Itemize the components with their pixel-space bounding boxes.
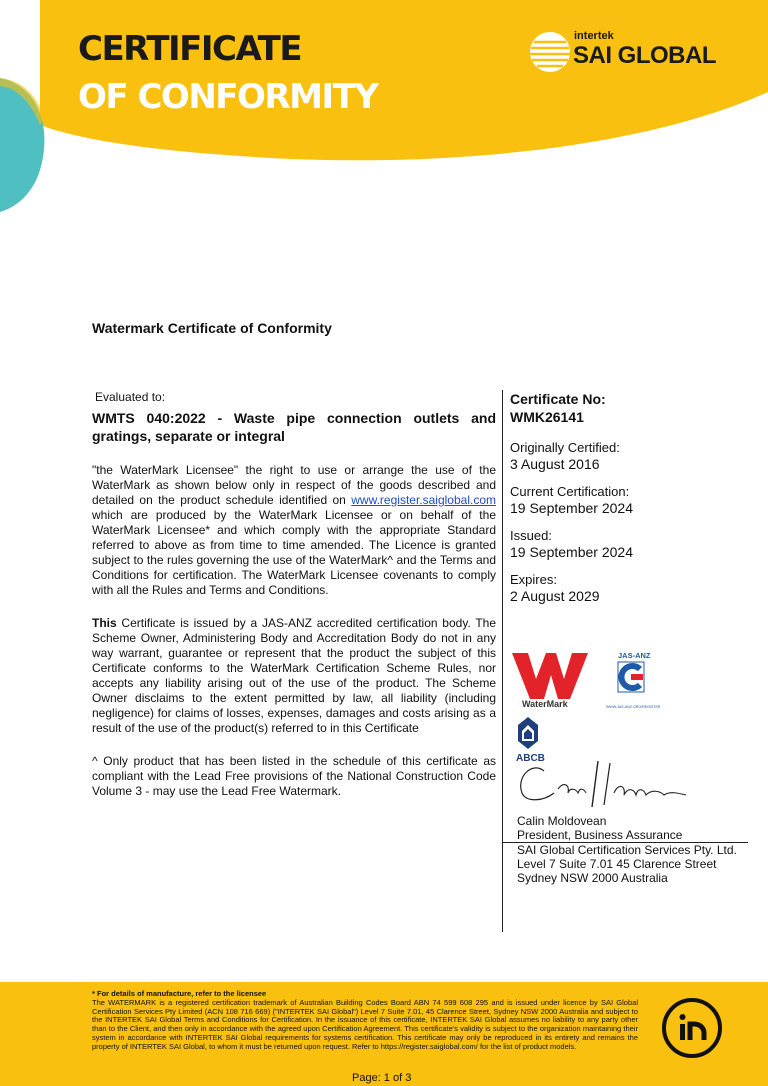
disclaimer-text: Certificate is issued by a JAS-ANZ accredited certification body. The Scheme Owner, Administering Body and Accreditation Body do not in any way warrant, guarantee or represent that the product the subject of this Certificate conforms to the WaterMark Certification Scheme Rules, nor accepts any liability arising out of the use of the product. The Scheme Owner disclaims to the extent permitted by law, all liability (including negligence) for claims of losses, expenses, damages and costs arising as a result of the use of the product(s) referred to in this Certificate (92, 616, 496, 735)
evaluated-label: Evaluated to: (95, 390, 166, 404)
jas-anz-register-url: WWW.JAS-ANZ.ORG/REGISTER (606, 705, 661, 709)
company-block (517, 843, 737, 885)
footer (0, 982, 768, 1086)
issued-date: 19 September 2024 (510, 544, 633, 560)
page-number: Page: 1 of 3 (352, 1072, 412, 1084)
company-address-line2: Sydney NSW 2000 Australia (517, 871, 668, 885)
licence-text-start: "the WaterMark Licensee" the right to use or arrange the use of the WaterMark as shown below only in respect of the goods described and detailed on the product schedule identified on (92, 463, 496, 507)
abcb-logo-text: ABCB (516, 753, 545, 764)
issued-label: Issued: (510, 528, 552, 543)
originally-certified-date: 3 August 2016 (510, 456, 600, 472)
lead-free-note: ^ Only product that has been listed in the schedule of this certificate as compliant with the Lead Free provisions of the National Construction Code Volume 3 - may use the Lead Free Watermark. (92, 754, 496, 798)
sai-globe-icon (528, 30, 572, 74)
register-link[interactable]: www.register.saiglobal.com (351, 493, 496, 507)
jas-anz-logo (606, 651, 661, 709)
watermark-logo-text: WaterMark (522, 699, 568, 709)
certificate-body (92, 390, 496, 799)
certificate-title-line1: CERTIFICATE (78, 29, 302, 69)
current-certification-label: Current Certification: (510, 484, 630, 499)
signer-block (517, 814, 682, 842)
certificate-number: WMK26141 (510, 409, 584, 425)
footer-note-body: The WATERMARK is a registered certification trademark of Australian Building Codes Board ABN 74 599 608 295 and is issued under licence by SAI Global Certification Services Pty Limited (ACN 108 716 669) ("INTERTEK SAI Global") Level 7 Suite 7.01, 45 Clarence Street, Sydney NSW 2000 Australia and subject to the INTERTEK SAI Global Terms and Conditions for Certification. In the issuance of this certificate, INTERTEK SAI Global assumes no liability to any party other than to the Client, and then only in accordance with the agreed upon Certification Agreement. This certificate's validity is subject to the organization maintaining their system in accordance with INTERTEK SAI Global requirements for systems certification. This certificate may only be reproduced in its entirety and remains the property of INTERTEK SAI Global, to whom it must be returned upon request. Refer to https://register.saiglobal.com/ for the list of product models. (92, 997, 638, 1051)
expires-date: 2 August 2029 (510, 588, 600, 604)
disclaimer-paragraph (92, 616, 496, 736)
footer-note-heading: * For details of manufacture, refer to the licensee (92, 989, 267, 998)
certificate-number-label: Certificate No: (510, 391, 606, 407)
logo-sai-global-text: SAI GLOBAL (573, 42, 716, 69)
company-address-line1: Level 7 Suite 7.01 45 Clarence Street (517, 857, 717, 871)
column-divider (502, 390, 503, 932)
originally-certified-label: Originally Certified: (510, 440, 620, 455)
intertek-sai-global-logo (528, 28, 748, 80)
certificate-details (510, 390, 740, 604)
signer-name: Calin Moldovean (517, 814, 607, 828)
watermark-logo (512, 653, 588, 709)
certificate-title-line2: OF CONFORMITY (78, 77, 378, 117)
intertek-in-icon (660, 996, 724, 1060)
licence-paragraph (92, 463, 496, 598)
footer-note (92, 990, 638, 1052)
expires-label: Expires: (510, 572, 557, 587)
disclaimer-bold-word: This (92, 616, 117, 630)
signature (514, 755, 694, 815)
standard-title: WMTS 040:2022 - Waste pipe connection outlets and gratings, separate or integral (92, 410, 496, 444)
licence-text-end: which are produced by the WaterMark Licensee or on behalf of the WaterMark Licensee* and which comply with the appropriate Standard referred to above as from time to time amended. The Licence is granted subject to the rules governing the use of the WaterMark^ and the Terms and Conditions for certification. The WaterMark Licensee covenants to comply with all the Rules and Terms and Conditions. (92, 508, 496, 597)
certificate-header (0, 0, 768, 240)
signer-title: President, Business Assurance (517, 828, 683, 842)
logo-intertek-text: intertek (574, 30, 614, 42)
jas-anz-logo-text: JAS-ANZ (618, 651, 651, 660)
document-heading: Watermark Certificate of Conformity (92, 320, 332, 336)
current-certification-date: 19 September 2024 (510, 500, 633, 516)
company-name: SAI Global Certification Services Pty. Ltd. (517, 843, 737, 857)
